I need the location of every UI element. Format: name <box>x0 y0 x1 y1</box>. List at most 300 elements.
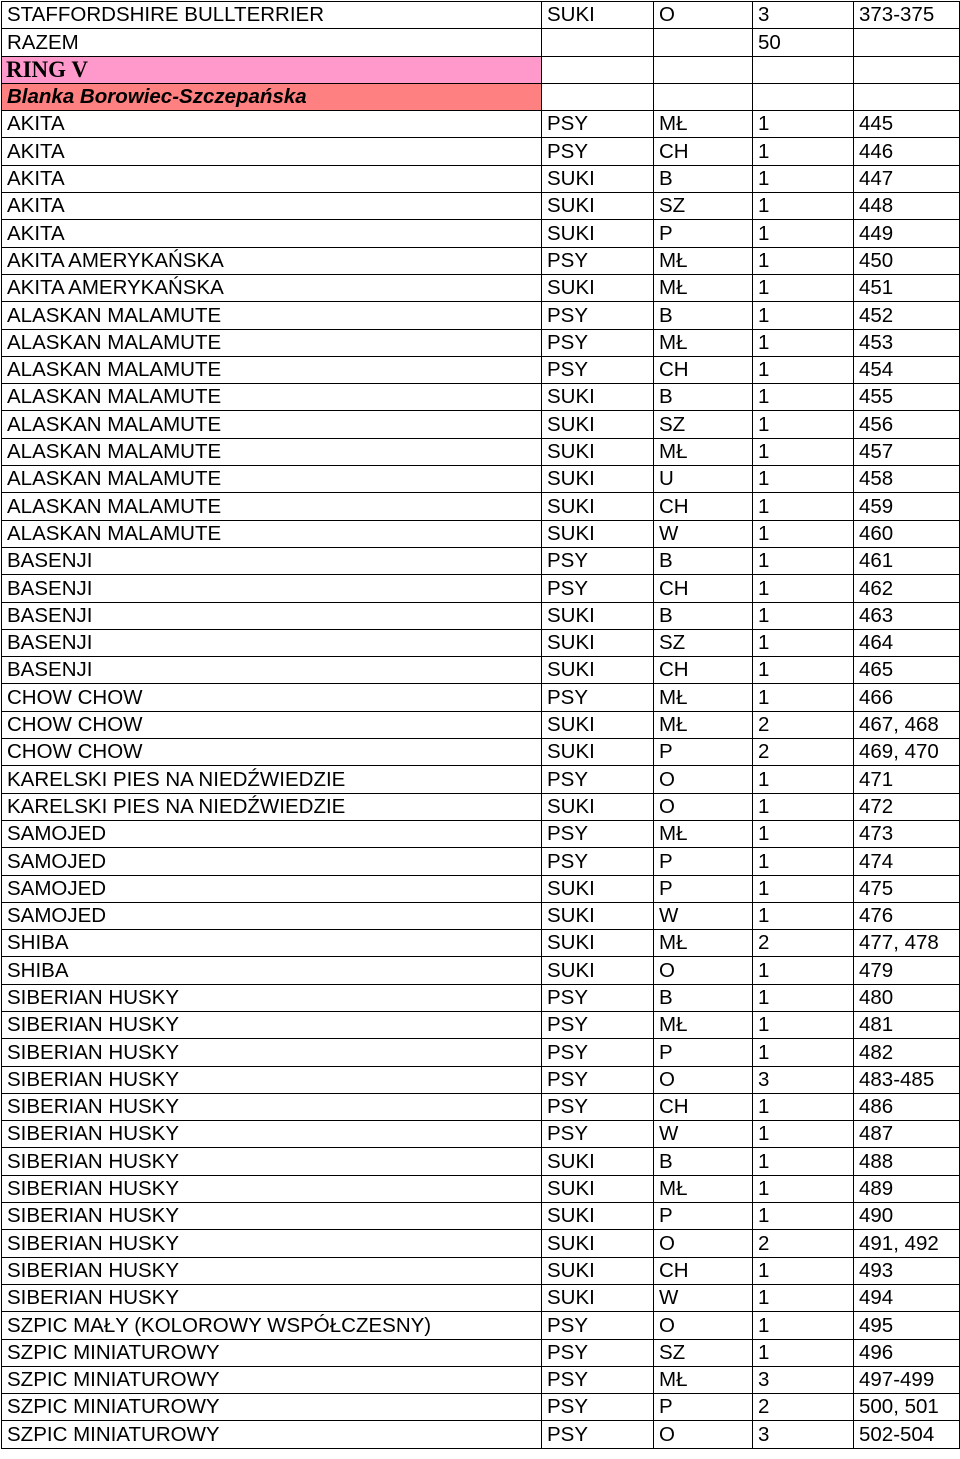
table-row <box>2 1011 960 1038</box>
ring-title-row <box>2 56 960 83</box>
table-row <box>2 684 960 711</box>
judge-row <box>2 83 960 110</box>
table-row <box>2 1421 960 1448</box>
table-row <box>2 1121 960 1148</box>
breed-cell: SZPIC MINIATUROWY <box>2 1366 542 1393</box>
table-row <box>2 329 960 356</box>
breed-cell: BASENJI <box>2 575 542 602</box>
numbers-cell: 488 <box>854 1148 960 1175</box>
breed-cell: SIBERIAN HUSKY <box>2 1148 542 1175</box>
numbers-cell: 373-375 <box>854 2 960 29</box>
sex-cell: SUKI <box>542 602 654 629</box>
breed-cell: ALASKAN MALAMUTE <box>2 438 542 465</box>
count-cell: 1 <box>753 1175 854 1202</box>
count-cell: 1 <box>753 438 854 465</box>
count-cell: 1 <box>753 247 854 274</box>
class-cell: MŁ <box>654 438 753 465</box>
class-cell: B <box>654 547 753 574</box>
numbers-cell: 496 <box>854 1339 960 1366</box>
sex-cell: PSY <box>542 329 654 356</box>
sex-cell: SUKI <box>542 875 654 902</box>
breed-cell: SIBERIAN HUSKY <box>2 1066 542 1093</box>
count-cell: 1 <box>753 384 854 411</box>
sex-cell: SUKI <box>542 902 654 929</box>
sex-cell: SUKI <box>542 629 654 656</box>
numbers-cell: 474 <box>854 848 960 875</box>
breed-cell: SAMOJED <box>2 875 542 902</box>
class-cell: W <box>654 1284 753 1311</box>
count-cell: 1 <box>753 657 854 684</box>
table-row <box>2 547 960 574</box>
numbers-cell: 472 <box>854 793 960 820</box>
sex-cell: SUKI <box>542 1284 654 1311</box>
class-cell: CH <box>654 657 753 684</box>
table-row <box>2 984 960 1011</box>
table-row <box>2 602 960 629</box>
class-cell: W <box>654 1121 753 1148</box>
numbers-cell: 462 <box>854 575 960 602</box>
numbers-cell: 486 <box>854 1093 960 1120</box>
breed-cell: BASENJI <box>2 657 542 684</box>
class-cell: MŁ <box>654 930 753 957</box>
numbers-cell: 494 <box>854 1284 960 1311</box>
numbers-cell: 456 <box>854 411 960 438</box>
sex-cell: PSY <box>542 575 654 602</box>
breed-cell: AKITA <box>2 165 542 192</box>
table-row <box>2 302 960 329</box>
breed-cell: STAFFORDSHIRE BULLTERRIER <box>2 2 542 29</box>
numbers-cell: 469, 470 <box>854 739 960 766</box>
breed-cell: BASENJI <box>2 547 542 574</box>
sex-cell: SUKI <box>542 711 654 738</box>
breed-cell: CHOW CHOW <box>2 684 542 711</box>
sex-cell: SUKI <box>542 520 654 547</box>
count-cell: 1 <box>753 875 854 902</box>
numbers-cell: 461 <box>854 547 960 574</box>
numbers-cell: 449 <box>854 220 960 247</box>
class-cell: P <box>654 875 753 902</box>
breed-cell: SIBERIAN HUSKY <box>2 1011 542 1038</box>
breed-cell: ALASKAN MALAMUTE <box>2 520 542 547</box>
numbers-cell: 460 <box>854 520 960 547</box>
sex-cell: PSY <box>542 1394 654 1421</box>
count-cell: 1 <box>753 466 854 493</box>
table-row <box>2 1394 960 1421</box>
sex-cell: SUKI <box>542 384 654 411</box>
class-cell: MŁ <box>654 247 753 274</box>
class-cell: O <box>654 766 753 793</box>
table-row <box>2 1312 960 1339</box>
table-row <box>2 766 960 793</box>
table-row <box>2 520 960 547</box>
table-row <box>2 575 960 602</box>
table-row <box>2 902 960 929</box>
sex-cell: PSY <box>542 302 654 329</box>
breed-cell: AKITA AMERYKAŃSKA <box>2 247 542 274</box>
class-cell: CH <box>654 138 753 165</box>
count-cell: 2 <box>753 930 854 957</box>
sex-cell: PSY <box>542 1421 654 1448</box>
sex-cell: SUKI <box>542 466 654 493</box>
table-row <box>2 384 960 411</box>
table-row <box>2 657 960 684</box>
total-label: RAZEM <box>2 29 542 56</box>
class-cell: O <box>654 1312 753 1339</box>
sex-cell: PSY <box>542 684 654 711</box>
table-row <box>2 1039 960 1066</box>
entries-table <box>1 1 960 1449</box>
numbers-cell: 465 <box>854 657 960 684</box>
count-cell: 1 <box>753 1039 854 1066</box>
count-cell: 1 <box>753 1093 854 1120</box>
numbers-cell: 490 <box>854 1203 960 1230</box>
table-row <box>2 1093 960 1120</box>
sex-cell: PSY <box>542 1366 654 1393</box>
count-cell: 1 <box>753 1011 854 1038</box>
numbers-cell: 452 <box>854 302 960 329</box>
count-cell: 1 <box>753 766 854 793</box>
count-cell: 1 <box>753 329 854 356</box>
breed-cell: ALASKAN MALAMUTE <box>2 493 542 520</box>
table-row <box>2 711 960 738</box>
table-row <box>2 274 960 301</box>
table-row <box>2 493 960 520</box>
count-cell: 1 <box>753 1312 854 1339</box>
numbers-cell: 458 <box>854 466 960 493</box>
breed-cell: BASENJI <box>2 602 542 629</box>
count-cell: 2 <box>753 739 854 766</box>
class-cell: MŁ <box>654 329 753 356</box>
breed-cell: AKITA <box>2 193 542 220</box>
numbers-cell: 455 <box>854 384 960 411</box>
numbers-cell: 471 <box>854 766 960 793</box>
sex-cell: SUKI <box>542 739 654 766</box>
count-cell: 1 <box>753 1203 854 1230</box>
count-cell: 1 <box>753 575 854 602</box>
table-row <box>2 111 960 138</box>
class-cell: B <box>654 984 753 1011</box>
sex-cell: PSY <box>542 848 654 875</box>
breed-cell: CHOW CHOW <box>2 739 542 766</box>
numbers-cell: 453 <box>854 329 960 356</box>
breed-cell: AKITA <box>2 220 542 247</box>
sex-cell: SUKI <box>542 411 654 438</box>
class-cell: O <box>654 957 753 984</box>
count-cell: 1 <box>753 1257 854 1284</box>
breed-cell: AKITA <box>2 111 542 138</box>
numbers-cell: 451 <box>854 274 960 301</box>
count-cell: 1 <box>753 520 854 547</box>
class-cell: CH <box>654 575 753 602</box>
class-cell: W <box>654 520 753 547</box>
count-cell: 1 <box>753 902 854 929</box>
numbers-cell: 466 <box>854 684 960 711</box>
numbers-cell: 475 <box>854 875 960 902</box>
sex-cell: SUKI <box>542 1230 654 1257</box>
table-row <box>2 1257 960 1284</box>
empty-cell <box>654 83 753 110</box>
class-cell: O <box>654 2 753 29</box>
class-cell <box>654 29 753 56</box>
breed-cell: SZPIC MINIATUROWY <box>2 1394 542 1421</box>
table-row <box>2 930 960 957</box>
empty-cell <box>854 56 960 83</box>
breed-cell: AKITA <box>2 138 542 165</box>
count-cell: 1 <box>753 547 854 574</box>
numbers-cell: 493 <box>854 1257 960 1284</box>
table-row <box>2 629 960 656</box>
sex-cell: PSY <box>542 1066 654 1093</box>
count-cell: 1 <box>753 984 854 1011</box>
class-cell: O <box>654 1066 753 1093</box>
ring-title: RING V <box>2 56 542 83</box>
numbers-cell: 500, 501 <box>854 1394 960 1421</box>
count-cell: 1 <box>753 493 854 520</box>
class-cell: B <box>654 384 753 411</box>
class-cell: CH <box>654 356 753 383</box>
class-cell: SZ <box>654 411 753 438</box>
numbers-cell: 446 <box>854 138 960 165</box>
class-cell: O <box>654 1230 753 1257</box>
breed-cell: SAMOJED <box>2 902 542 929</box>
sex-cell: SUKI <box>542 165 654 192</box>
class-cell: O <box>654 793 753 820</box>
class-cell: MŁ <box>654 111 753 138</box>
sex-cell: SUKI <box>542 793 654 820</box>
table-row <box>2 193 960 220</box>
breed-cell: SIBERIAN HUSKY <box>2 1284 542 1311</box>
count-cell: 1 <box>753 165 854 192</box>
sex-cell: SUKI <box>542 1257 654 1284</box>
count-cell: 1 <box>753 629 854 656</box>
count-cell: 1 <box>753 138 854 165</box>
table-row <box>2 411 960 438</box>
sex-cell: PSY <box>542 766 654 793</box>
class-cell: U <box>654 466 753 493</box>
numbers-cell: 457 <box>854 438 960 465</box>
numbers-cell: 463 <box>854 602 960 629</box>
breed-cell: SIBERIAN HUSKY <box>2 1175 542 1202</box>
count-cell: 2 <box>753 711 854 738</box>
class-cell: SZ <box>654 629 753 656</box>
sex-cell: SUKI <box>542 1148 654 1175</box>
count-cell: 1 <box>753 220 854 247</box>
count-cell: 1 <box>753 111 854 138</box>
class-cell: MŁ <box>654 684 753 711</box>
class-cell: MŁ <box>654 274 753 301</box>
sex-cell: SUKI <box>542 930 654 957</box>
numbers-cell: 454 <box>854 356 960 383</box>
class-cell: CH <box>654 493 753 520</box>
count-cell: 2 <box>753 1230 854 1257</box>
numbers-cell: 502-504 <box>854 1421 960 1448</box>
count-cell: 1 <box>753 193 854 220</box>
judge-name: Blanka Borowiec-Szczepańska <box>2 83 542 110</box>
sex-cell: SUKI <box>542 493 654 520</box>
breed-cell: SIBERIAN HUSKY <box>2 1039 542 1066</box>
breed-cell: ALASKAN MALAMUTE <box>2 356 542 383</box>
sex-cell: PSY <box>542 1339 654 1366</box>
sex-cell: SUKI <box>542 274 654 301</box>
empty-cell <box>542 83 654 110</box>
count-cell: 1 <box>753 793 854 820</box>
sex-cell: SUKI <box>542 1175 654 1202</box>
numbers-cell: 482 <box>854 1039 960 1066</box>
empty-cell <box>753 83 854 110</box>
class-cell: MŁ <box>654 1175 753 1202</box>
table-row <box>2 1175 960 1202</box>
sex-cell: PSY <box>542 1093 654 1120</box>
sex-cell: SUKI <box>542 1203 654 1230</box>
table-row <box>2 138 960 165</box>
breed-cell: BASENJI <box>2 629 542 656</box>
sex-cell: SUKI <box>542 438 654 465</box>
breed-cell: SAMOJED <box>2 820 542 847</box>
empty-cell <box>654 56 753 83</box>
count-cell: 1 <box>753 957 854 984</box>
class-cell: CH <box>654 1257 753 1284</box>
table-row <box>2 848 960 875</box>
table-row <box>2 247 960 274</box>
breed-cell: SIBERIAN HUSKY <box>2 1093 542 1120</box>
count-cell: 1 <box>753 302 854 329</box>
count-cell: 1 <box>753 1339 854 1366</box>
class-cell: B <box>654 1148 753 1175</box>
total-row <box>2 29 960 56</box>
table-row <box>2 2 960 29</box>
numbers-cell: 491, 492 <box>854 1230 960 1257</box>
sex-cell: PSY <box>542 547 654 574</box>
numbers-cell: 459 <box>854 493 960 520</box>
sex-cell: SUKI <box>542 2 654 29</box>
class-cell: B <box>654 302 753 329</box>
count-cell: 1 <box>753 1121 854 1148</box>
table-row <box>2 356 960 383</box>
class-cell: P <box>654 1203 753 1230</box>
table-row <box>2 820 960 847</box>
sex-cell: PSY <box>542 138 654 165</box>
breed-cell: SZPIC MINIATUROWY <box>2 1339 542 1366</box>
breed-cell: SZPIC MINIATUROWY <box>2 1421 542 1448</box>
numbers-cell: 495 <box>854 1312 960 1339</box>
numbers-cell: 489 <box>854 1175 960 1202</box>
table-row <box>2 875 960 902</box>
numbers-cell: 481 <box>854 1011 960 1038</box>
class-cell: P <box>654 1394 753 1421</box>
class-cell: MŁ <box>654 711 753 738</box>
table-row <box>2 1366 960 1393</box>
table-row <box>2 438 960 465</box>
numbers-cell: 464 <box>854 629 960 656</box>
table-row <box>2 1230 960 1257</box>
numbers-cell: 445 <box>854 111 960 138</box>
table-row <box>2 466 960 493</box>
empty-cell <box>753 56 854 83</box>
total-count: 50 <box>753 29 854 56</box>
entries-table-body <box>2 2 960 1449</box>
breed-cell: ALASKAN MALAMUTE <box>2 466 542 493</box>
sex-cell: PSY <box>542 356 654 383</box>
breed-cell: ALASKAN MALAMUTE <box>2 384 542 411</box>
numbers-cell: 467, 468 <box>854 711 960 738</box>
breed-cell: SHIBA <box>2 957 542 984</box>
numbers-cell: 477, 478 <box>854 930 960 957</box>
table-row <box>2 165 960 192</box>
breed-cell: ALASKAN MALAMUTE <box>2 302 542 329</box>
table-row <box>2 739 960 766</box>
breed-cell: SIBERIAN HUSKY <box>2 984 542 1011</box>
empty-cell <box>542 56 654 83</box>
class-cell: MŁ <box>654 1366 753 1393</box>
table-row <box>2 793 960 820</box>
sex-cell: SUKI <box>542 193 654 220</box>
sex-cell: PSY <box>542 111 654 138</box>
breed-cell: CHOW CHOW <box>2 711 542 738</box>
breed-cell: KARELSKI PIES NA NIEDŹWIEDZIE <box>2 793 542 820</box>
class-cell: P <box>654 848 753 875</box>
class-cell: MŁ <box>654 1011 753 1038</box>
count-cell: 3 <box>753 1421 854 1448</box>
class-cell: P <box>654 1039 753 1066</box>
class-cell: B <box>654 602 753 629</box>
table-row <box>2 1284 960 1311</box>
count-cell: 1 <box>753 1148 854 1175</box>
count-cell: 3 <box>753 1366 854 1393</box>
count-cell: 3 <box>753 1066 854 1093</box>
count-cell: 1 <box>753 848 854 875</box>
numbers-cell: 483-485 <box>854 1066 960 1093</box>
numbers-cell: 487 <box>854 1121 960 1148</box>
breed-cell: AKITA AMERYKAŃSKA <box>2 274 542 301</box>
numbers-cell: 448 <box>854 193 960 220</box>
count-cell: 1 <box>753 602 854 629</box>
sex-cell: SUKI <box>542 657 654 684</box>
breed-cell: SIBERIAN HUSKY <box>2 1257 542 1284</box>
count-cell: 1 <box>753 1284 854 1311</box>
table-row <box>2 1339 960 1366</box>
count-cell: 1 <box>753 411 854 438</box>
numbers-cell: 450 <box>854 247 960 274</box>
class-cell: MŁ <box>654 820 753 847</box>
count-cell: 2 <box>753 1394 854 1421</box>
breed-cell: SZPIC MAŁY (KOLOROWY WSPÓŁCZESNY) <box>2 1312 542 1339</box>
breed-cell: SIBERIAN HUSKY <box>2 1121 542 1148</box>
sex-cell: PSY <box>542 1121 654 1148</box>
class-cell: W <box>654 902 753 929</box>
class-cell: O <box>654 1421 753 1448</box>
class-cell: CH <box>654 1093 753 1120</box>
numbers-cell: 479 <box>854 957 960 984</box>
sex-cell: SUKI <box>542 220 654 247</box>
sex-cell: SUKI <box>542 957 654 984</box>
class-cell: P <box>654 739 753 766</box>
class-cell: SZ <box>654 1339 753 1366</box>
numbers-cell: 473 <box>854 820 960 847</box>
numbers-cell: 447 <box>854 165 960 192</box>
breed-cell: KARELSKI PIES NA NIEDŹWIEDZIE <box>2 766 542 793</box>
breed-cell: SIBERIAN HUSKY <box>2 1203 542 1230</box>
table-row <box>2 220 960 247</box>
class-cell: B <box>654 165 753 192</box>
count-cell: 1 <box>753 356 854 383</box>
numbers-cell: 497-499 <box>854 1366 960 1393</box>
breed-cell: ALASKAN MALAMUTE <box>2 329 542 356</box>
class-cell: SZ <box>654 193 753 220</box>
numbers-cell: 476 <box>854 902 960 929</box>
count-cell: 1 <box>753 684 854 711</box>
sex-cell: PSY <box>542 247 654 274</box>
count-cell: 1 <box>753 274 854 301</box>
